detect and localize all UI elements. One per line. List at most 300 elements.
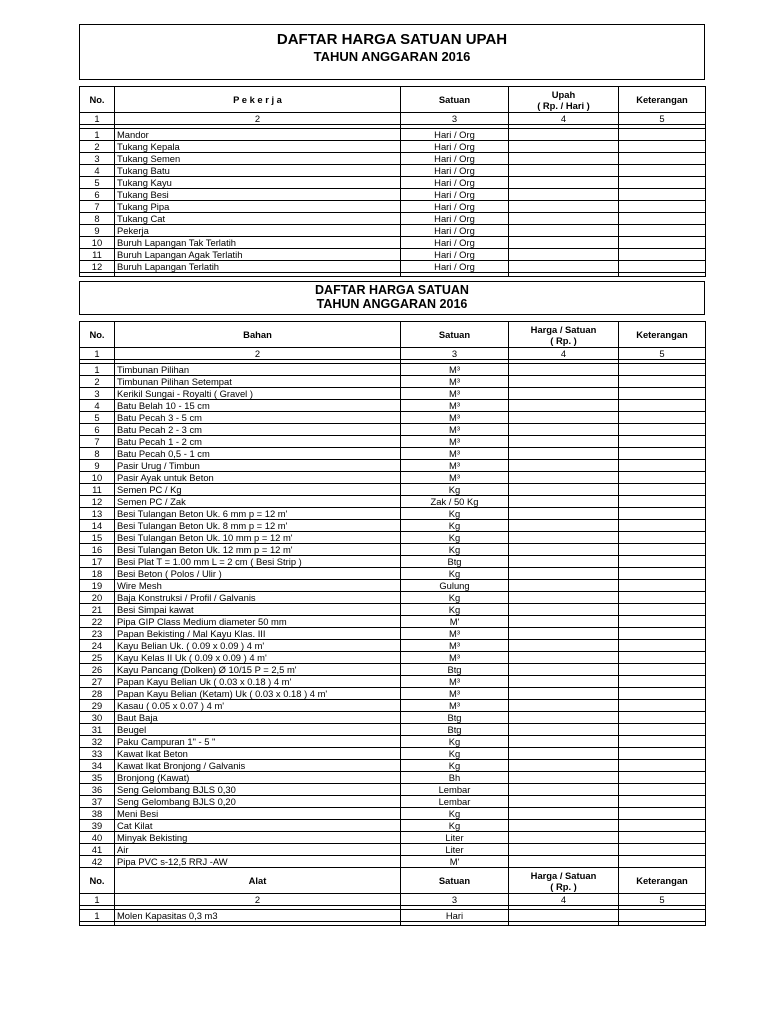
row-unit: Kg bbox=[401, 820, 509, 832]
upah-row bbox=[80, 189, 706, 201]
row-name: Buruh Lapangan Tak Terlatih bbox=[115, 237, 401, 249]
row-name: Kasau ( 0.05 x 0.07 ) 4 m' bbox=[115, 700, 401, 712]
row-price bbox=[509, 604, 619, 616]
row-unit: M³ bbox=[401, 472, 509, 484]
bahan-row bbox=[80, 712, 706, 724]
row-price bbox=[509, 400, 619, 412]
row-unit: Btg bbox=[401, 664, 509, 676]
row-price bbox=[509, 856, 619, 868]
row-price bbox=[509, 376, 619, 388]
bahan-row bbox=[80, 496, 706, 508]
bahan-row bbox=[80, 616, 706, 628]
header-satuan: Satuan bbox=[401, 87, 509, 113]
upah-title-box bbox=[79, 24, 705, 80]
row-no: 6 bbox=[80, 189, 115, 201]
row-note bbox=[619, 652, 706, 664]
row-unit: Liter bbox=[401, 832, 509, 844]
row-name: Buruh Lapangan Agak Terlatih bbox=[115, 249, 401, 261]
row-note bbox=[619, 748, 706, 760]
row-no: 18 bbox=[80, 568, 115, 580]
upah-row bbox=[80, 261, 706, 273]
row-no: 3 bbox=[80, 388, 115, 400]
col-number: 1 bbox=[80, 348, 115, 360]
row-unit: M³ bbox=[401, 388, 509, 400]
bahan-row bbox=[80, 748, 706, 760]
row-price bbox=[509, 261, 619, 273]
row-name: Baut Baja bbox=[115, 712, 401, 724]
row-unit: M³ bbox=[401, 448, 509, 460]
row-name: Kawat Ikat Beton bbox=[115, 748, 401, 760]
row-price bbox=[509, 808, 619, 820]
row-name: Baja Konstruksi / Profil / Galvanis bbox=[115, 592, 401, 604]
bahan-row bbox=[80, 376, 706, 388]
row-price bbox=[509, 724, 619, 736]
bahan-header-row bbox=[80, 322, 706, 348]
row-no: 2 bbox=[80, 376, 115, 388]
row-unit: M³ bbox=[401, 688, 509, 700]
upah-row bbox=[80, 249, 706, 261]
row-price bbox=[509, 249, 619, 261]
row-name: Besi Tulangan Beton Uk. 12 mm p = 12 m' bbox=[115, 544, 401, 556]
document-sheet bbox=[79, 24, 705, 926]
row-no: 20 bbox=[80, 592, 115, 604]
row-no: 33 bbox=[80, 748, 115, 760]
row-note bbox=[619, 724, 706, 736]
upah-row bbox=[80, 165, 706, 177]
row-note bbox=[619, 424, 706, 436]
bahan-row bbox=[80, 400, 706, 412]
row-no: 42 bbox=[80, 856, 115, 868]
row-note bbox=[619, 237, 706, 249]
row-note bbox=[619, 520, 706, 532]
row-name: Pekerja bbox=[115, 225, 401, 237]
row-no: 5 bbox=[80, 177, 115, 189]
row-price bbox=[509, 165, 619, 177]
row-unit: M³ bbox=[401, 628, 509, 640]
row-name: Kayu Pancang (Dolken) Ø 10/15 P = 2,5 m' bbox=[115, 664, 401, 676]
row-unit: M³ bbox=[401, 364, 509, 376]
row-name: Tukang Pipa bbox=[115, 201, 401, 213]
row-name: Wire Mesh bbox=[115, 580, 401, 592]
upah-row bbox=[80, 153, 706, 165]
row-name: Timbunan Pilihan bbox=[115, 364, 401, 376]
row-no: 9 bbox=[80, 225, 115, 237]
row-note bbox=[619, 676, 706, 688]
bahan-row bbox=[80, 412, 706, 424]
row-note bbox=[619, 796, 706, 808]
row-unit: Kg bbox=[401, 532, 509, 544]
row-unit: M³ bbox=[401, 676, 509, 688]
row-unit: Hari / Org bbox=[401, 213, 509, 225]
row-price bbox=[509, 592, 619, 604]
bahan-row bbox=[80, 448, 706, 460]
row-price bbox=[509, 424, 619, 436]
row-price bbox=[509, 652, 619, 664]
row-price bbox=[509, 568, 619, 580]
bahan-table bbox=[79, 321, 706, 926]
row-unit: Kg bbox=[401, 748, 509, 760]
row-note bbox=[619, 165, 706, 177]
row-name: Bronjong (Kawat) bbox=[115, 772, 401, 784]
col-number: 4 bbox=[509, 894, 619, 906]
row-no: 22 bbox=[80, 616, 115, 628]
row-unit: Kg bbox=[401, 604, 509, 616]
row-unit: Kg bbox=[401, 544, 509, 556]
row-price bbox=[509, 676, 619, 688]
alat-header-row bbox=[80, 868, 706, 894]
row-price bbox=[509, 472, 619, 484]
bahan-row bbox=[80, 808, 706, 820]
row-no: 10 bbox=[80, 472, 115, 484]
col-number: 4 bbox=[509, 348, 619, 360]
row-price bbox=[509, 213, 619, 225]
row-price bbox=[509, 508, 619, 520]
header-no: No. bbox=[80, 87, 115, 113]
row-note bbox=[619, 712, 706, 724]
row-no: 8 bbox=[80, 213, 115, 225]
row-name: Besi Plat T = 1.00 mm L = 2 cm ( Besi Strip ) bbox=[115, 556, 401, 568]
row-price bbox=[509, 189, 619, 201]
row-name: Besi Tulangan Beton Uk. 10 mm p = 12 m' bbox=[115, 532, 401, 544]
row-name: Papan Bekisting / Mal Kayu Klas. III bbox=[115, 628, 401, 640]
col-number: 3 bbox=[401, 348, 509, 360]
row-name: Kerikil Sungai - Royalti ( Gravel ) bbox=[115, 388, 401, 400]
row-unit: M³ bbox=[401, 652, 509, 664]
row-unit: M' bbox=[401, 856, 509, 868]
row-price bbox=[509, 688, 619, 700]
row-note bbox=[619, 388, 706, 400]
bahan-row bbox=[80, 532, 706, 544]
row-name: Tukang Besi bbox=[115, 189, 401, 201]
row-unit: M³ bbox=[401, 700, 509, 712]
row-note bbox=[619, 760, 706, 772]
row-price bbox=[509, 544, 619, 556]
row-no: 9 bbox=[80, 460, 115, 472]
row-price bbox=[509, 760, 619, 772]
row-no: 5 bbox=[80, 412, 115, 424]
row-price bbox=[509, 201, 619, 213]
row-unit: Kg bbox=[401, 508, 509, 520]
bahan-row bbox=[80, 544, 706, 556]
row-note bbox=[619, 688, 706, 700]
header-upah bbox=[509, 87, 619, 113]
row-name: Besi Tulangan Beton Uk. 8 mm p = 12 m' bbox=[115, 520, 401, 532]
row-no: 19 bbox=[80, 580, 115, 592]
row-unit: Btg bbox=[401, 724, 509, 736]
col-number: 1 bbox=[80, 894, 115, 906]
row-note bbox=[619, 910, 706, 922]
bahan-row bbox=[80, 724, 706, 736]
row-price bbox=[509, 628, 619, 640]
col-number: 2 bbox=[115, 894, 401, 906]
upah-row bbox=[80, 141, 706, 153]
row-price bbox=[509, 412, 619, 424]
alat-row bbox=[80, 910, 706, 922]
row-name: Meni Besi bbox=[115, 808, 401, 820]
row-name: Batu Pecah 2 - 3 cm bbox=[115, 424, 401, 436]
row-price bbox=[509, 640, 619, 652]
row-no: 26 bbox=[80, 664, 115, 676]
row-no: 38 bbox=[80, 808, 115, 820]
row-note bbox=[619, 225, 706, 237]
row-price bbox=[509, 448, 619, 460]
upah-row bbox=[80, 225, 706, 237]
row-note bbox=[619, 496, 706, 508]
row-no: 12 bbox=[80, 496, 115, 508]
row-unit: M³ bbox=[401, 400, 509, 412]
header-bahan: Bahan bbox=[115, 322, 401, 348]
row-note bbox=[619, 832, 706, 844]
row-unit: Kg bbox=[401, 520, 509, 532]
row-price bbox=[509, 832, 619, 844]
bahan-row bbox=[80, 856, 706, 868]
row-unit: Bh bbox=[401, 772, 509, 784]
upah-title: DAFTAR HARGA SATUAN UPAH bbox=[276, 31, 508, 48]
header-satuan: Satuan bbox=[401, 868, 509, 894]
bahan-row bbox=[80, 556, 706, 568]
row-name: Kayu Belian Uk. ( 0.09 x 0.09 ) 4 m' bbox=[115, 640, 401, 652]
row-no: 3 bbox=[80, 153, 115, 165]
row-no: 14 bbox=[80, 520, 115, 532]
row-name: Papan Kayu Belian Uk ( 0.03 x 0.18 ) 4 m' bbox=[115, 676, 401, 688]
bahan-row bbox=[80, 760, 706, 772]
row-note bbox=[619, 436, 706, 448]
row-no: 37 bbox=[80, 796, 115, 808]
row-no: 25 bbox=[80, 652, 115, 664]
row-no: 6 bbox=[80, 424, 115, 436]
col-number: 4 bbox=[509, 113, 619, 125]
row-no: 7 bbox=[80, 436, 115, 448]
row-unit: Hari / Org bbox=[401, 225, 509, 237]
row-name: Besi Beton ( Polos / Ulir ) bbox=[115, 568, 401, 580]
row-unit: Hari / Org bbox=[401, 177, 509, 189]
row-unit: Hari / Org bbox=[401, 261, 509, 273]
header-harga-line2: ( Rp. ) bbox=[550, 334, 577, 346]
row-note bbox=[619, 820, 706, 832]
row-unit: Hari / Org bbox=[401, 141, 509, 153]
row-no: 7 bbox=[80, 201, 115, 213]
row-note bbox=[619, 213, 706, 225]
row-unit: Hari / Org bbox=[401, 189, 509, 201]
row-note bbox=[619, 568, 706, 580]
row-name: Molen Kapasitas 0,3 m3 bbox=[115, 910, 401, 922]
row-note bbox=[619, 364, 706, 376]
row-price bbox=[509, 141, 619, 153]
row-note bbox=[619, 141, 706, 153]
row-note bbox=[619, 544, 706, 556]
row-unit: M³ bbox=[401, 424, 509, 436]
row-unit: Gulung bbox=[401, 580, 509, 592]
bahan-row bbox=[80, 628, 706, 640]
row-name: Tukang Cat bbox=[115, 213, 401, 225]
row-note bbox=[619, 532, 706, 544]
row-name: Tukang Kepala bbox=[115, 141, 401, 153]
row-no: 32 bbox=[80, 736, 115, 748]
header-keterangan: Keterangan bbox=[619, 868, 706, 894]
row-price bbox=[509, 237, 619, 249]
upah-row bbox=[80, 237, 706, 249]
row-no: 29 bbox=[80, 700, 115, 712]
row-note bbox=[619, 400, 706, 412]
row-note bbox=[619, 460, 706, 472]
row-unit: Kg bbox=[401, 760, 509, 772]
bahan-row bbox=[80, 832, 706, 844]
row-no: 1 bbox=[80, 910, 115, 922]
alat-column-number-row bbox=[80, 894, 706, 906]
bahan-row bbox=[80, 676, 706, 688]
bahan-subtitle: TAHUN ANGGARAN 2016 bbox=[316, 297, 468, 311]
row-price bbox=[509, 784, 619, 796]
row-price bbox=[509, 388, 619, 400]
row-price bbox=[509, 796, 619, 808]
row-no: 1 bbox=[80, 129, 115, 141]
row-no: 27 bbox=[80, 676, 115, 688]
row-name: Pasir Ayak untuk Beton bbox=[115, 472, 401, 484]
upah-row bbox=[80, 213, 706, 225]
row-name: Batu Pecah 0,5 - 1 cm bbox=[115, 448, 401, 460]
col-number: 2 bbox=[115, 348, 401, 360]
row-note bbox=[619, 736, 706, 748]
row-unit: Hari / Org bbox=[401, 153, 509, 165]
row-unit: M³ bbox=[401, 460, 509, 472]
header-keterangan: Keterangan bbox=[619, 322, 706, 348]
row-note bbox=[619, 700, 706, 712]
bahan-row bbox=[80, 460, 706, 472]
row-name: Pipa GIP Class Medium diameter 50 mm bbox=[115, 616, 401, 628]
row-unit: Hari / Org bbox=[401, 165, 509, 177]
row-note bbox=[619, 628, 706, 640]
bahan-row bbox=[80, 688, 706, 700]
row-note bbox=[619, 664, 706, 676]
row-name: Batu Pecah 1 - 2 cm bbox=[115, 436, 401, 448]
row-name: Buruh Lapangan Terlatih bbox=[115, 261, 401, 273]
row-note bbox=[619, 201, 706, 213]
row-unit: Lembar bbox=[401, 796, 509, 808]
row-name: Kayu Kelas II Uk ( 0.09 x 0.09 ) 4 m' bbox=[115, 652, 401, 664]
row-name: Cat Kilat bbox=[115, 820, 401, 832]
header-harga-line1: Harga / Satuan bbox=[530, 323, 597, 335]
row-price bbox=[509, 736, 619, 748]
bahan-row bbox=[80, 436, 706, 448]
bahan-title: DAFTAR HARGA SATUAN bbox=[315, 283, 469, 297]
row-no: 39 bbox=[80, 820, 115, 832]
row-no: 12 bbox=[80, 261, 115, 273]
row-name: Papan Kayu Belian (Ketam) Uk ( 0.03 x 0.18 ) 4 m' bbox=[115, 688, 401, 700]
row-unit: M³ bbox=[401, 436, 509, 448]
row-note bbox=[619, 784, 706, 796]
upah-header-row bbox=[80, 87, 706, 113]
header-satuan: Satuan bbox=[401, 322, 509, 348]
upah-row bbox=[80, 177, 706, 189]
row-no: 30 bbox=[80, 712, 115, 724]
bahan-row bbox=[80, 424, 706, 436]
row-no: 16 bbox=[80, 544, 115, 556]
row-note bbox=[619, 129, 706, 141]
header-harga bbox=[509, 322, 619, 348]
bahan-row bbox=[80, 844, 706, 856]
row-note bbox=[619, 412, 706, 424]
row-unit: Zak / 50 Kg bbox=[401, 496, 509, 508]
header-upah-line2: ( Rp. / Hari ) bbox=[537, 99, 590, 111]
bahan-row bbox=[80, 664, 706, 676]
bahan-row bbox=[80, 640, 706, 652]
bahan-row bbox=[80, 604, 706, 616]
upah-table bbox=[79, 86, 706, 277]
row-price bbox=[509, 436, 619, 448]
row-no: 4 bbox=[80, 400, 115, 412]
row-unit: Btg bbox=[401, 556, 509, 568]
row-name: Timbunan Pilihan Setempat bbox=[115, 376, 401, 388]
row-no: 24 bbox=[80, 640, 115, 652]
row-price bbox=[509, 664, 619, 676]
header-harga-line1: Harga / Satuan bbox=[530, 869, 597, 881]
row-price bbox=[509, 616, 619, 628]
row-note bbox=[619, 772, 706, 784]
row-no: 23 bbox=[80, 628, 115, 640]
row-no: 36 bbox=[80, 784, 115, 796]
row-no: 35 bbox=[80, 772, 115, 784]
bahan-column-number-row bbox=[80, 348, 706, 360]
row-no: 21 bbox=[80, 604, 115, 616]
row-name: Semen PC / Zak bbox=[115, 496, 401, 508]
row-name: Besi Tulangan Beton Uk. 6 mm p = 12 m' bbox=[115, 508, 401, 520]
row-no: 34 bbox=[80, 760, 115, 772]
row-name: Paku Campuran 1" - 5 " bbox=[115, 736, 401, 748]
row-name: Kawat Ikat Bronjong / Galvanis bbox=[115, 760, 401, 772]
row-note bbox=[619, 153, 706, 165]
row-note bbox=[619, 616, 706, 628]
bahan-title-box bbox=[79, 281, 705, 315]
bahan-row bbox=[80, 508, 706, 520]
row-note bbox=[619, 177, 706, 189]
row-note bbox=[619, 261, 706, 273]
header-no: No. bbox=[80, 322, 115, 348]
row-price bbox=[509, 700, 619, 712]
row-no: 8 bbox=[80, 448, 115, 460]
row-no: 11 bbox=[80, 484, 115, 496]
row-name: Tukang Kayu bbox=[115, 177, 401, 189]
bahan-row bbox=[80, 472, 706, 484]
header-pekerja: P e k e r j a bbox=[115, 87, 401, 113]
row-unit: Kg bbox=[401, 592, 509, 604]
row-no: 40 bbox=[80, 832, 115, 844]
row-name: Batu Pecah 3 - 5 cm bbox=[115, 412, 401, 424]
row-name: Tukang Semen bbox=[115, 153, 401, 165]
col-number: 2 bbox=[115, 113, 401, 125]
bahan-row bbox=[80, 652, 706, 664]
row-unit: Lembar bbox=[401, 784, 509, 796]
row-no: 11 bbox=[80, 249, 115, 261]
row-price bbox=[509, 225, 619, 237]
row-note bbox=[619, 376, 706, 388]
row-unit: Btg bbox=[401, 712, 509, 724]
row-unit: M³ bbox=[401, 640, 509, 652]
row-unit: M³ bbox=[401, 412, 509, 424]
row-price bbox=[509, 364, 619, 376]
upah-subtitle: TAHUN ANGGARAN 2016 bbox=[313, 49, 471, 64]
row-note bbox=[619, 484, 706, 496]
row-unit: Liter bbox=[401, 844, 509, 856]
bahan-row bbox=[80, 700, 706, 712]
row-note bbox=[619, 844, 706, 856]
row-unit: Hari / Org bbox=[401, 237, 509, 249]
upah-row bbox=[80, 201, 706, 213]
row-note bbox=[619, 249, 706, 261]
row-price bbox=[509, 712, 619, 724]
col-number: 3 bbox=[401, 113, 509, 125]
row-no: 31 bbox=[80, 724, 115, 736]
row-name: Pasir Urug / Timbun bbox=[115, 460, 401, 472]
